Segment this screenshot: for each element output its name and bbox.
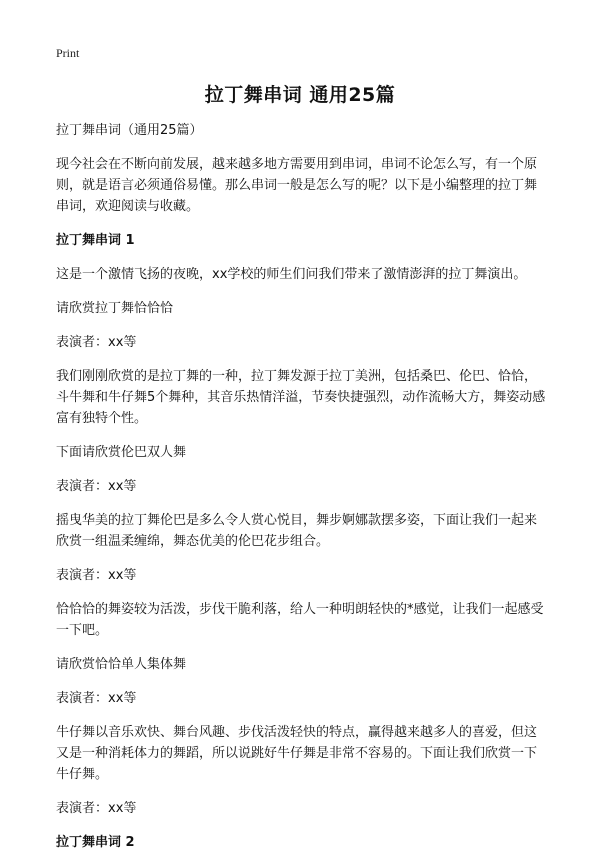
paragraph: 我们刚刚欣赏的是拉丁舞的一种，拉丁舞发源于拉丁美洲，包括桑巴、伦巴、恰恰，斗牛舞和牛仔舞5个舞种，其音乐热情洋溢，节奏快捷强烈，动作流畅大方，舞姿动感富有独特个性。 <box>56 369 546 426</box>
paragraph: 摇曳华美的拉丁舞伦巴是多么令人赏心悦目，舞步婀娜款摆多姿，下面让我们一起来欣赏一组温柔缠绵，舞态优美的伦巴花步组合。 <box>56 513 538 549</box>
performer-line: 表演者：xx等 <box>56 801 137 816</box>
document-title: 拉丁舞串词 通用25篇 <box>204 84 396 106</box>
performer-line: 表演者：xx等 <box>56 691 137 706</box>
performer-line: 表演者：xx等 <box>56 479 137 494</box>
document-subtitle: 拉丁舞串词（通用25篇） <box>56 123 203 138</box>
program-item: 请欣赏拉丁舞恰恰恰 <box>56 301 174 316</box>
performer-line: 表演者：xx等 <box>56 568 137 583</box>
program-item: 请欣赏恰恰单人集体舞 <box>56 657 187 672</box>
section-heading-2: 拉丁舞串词 2 <box>56 835 135 850</box>
paragraph: 恰恰恰的舞姿较为活泼，步伐干脆利落，给人一种明朗轻快的*感觉，让我们一起感受一下吧。 <box>56 602 544 638</box>
print-label: Print <box>56 46 80 60</box>
program-item: 下面请欣赏伦巴双人舞 <box>56 445 187 460</box>
section-heading-1: 拉丁舞串词 1 <box>56 233 135 248</box>
paragraph: 牛仔舞以音乐欢快、舞台风趣、步伐活泼轻快的特点，赢得越来越多人的喜爱，但这又是一种消耗体力的舞蹈，所以说跳好牛仔舞是非常不容易的。下面让我们欣赏一下牛仔舞。 <box>56 725 538 782</box>
paragraph: 这是一个激情飞扬的夜晚，xx学校的师生们问我们带来了激情澎湃的拉丁舞演出。 <box>56 267 527 282</box>
intro-paragraph: 现今社会在不断向前发展，越来越多地方需要用到串词，串词不论怎么写，有一个原则，就是语言必须通俗易懂。那么串词一般是怎么写的呢？以下是小编整理的拉丁舞串词，欢迎阅读与收藏。 <box>56 157 538 214</box>
performer-line: 表演者：xx等 <box>56 335 137 350</box>
document-body <box>56 120 548 853</box>
